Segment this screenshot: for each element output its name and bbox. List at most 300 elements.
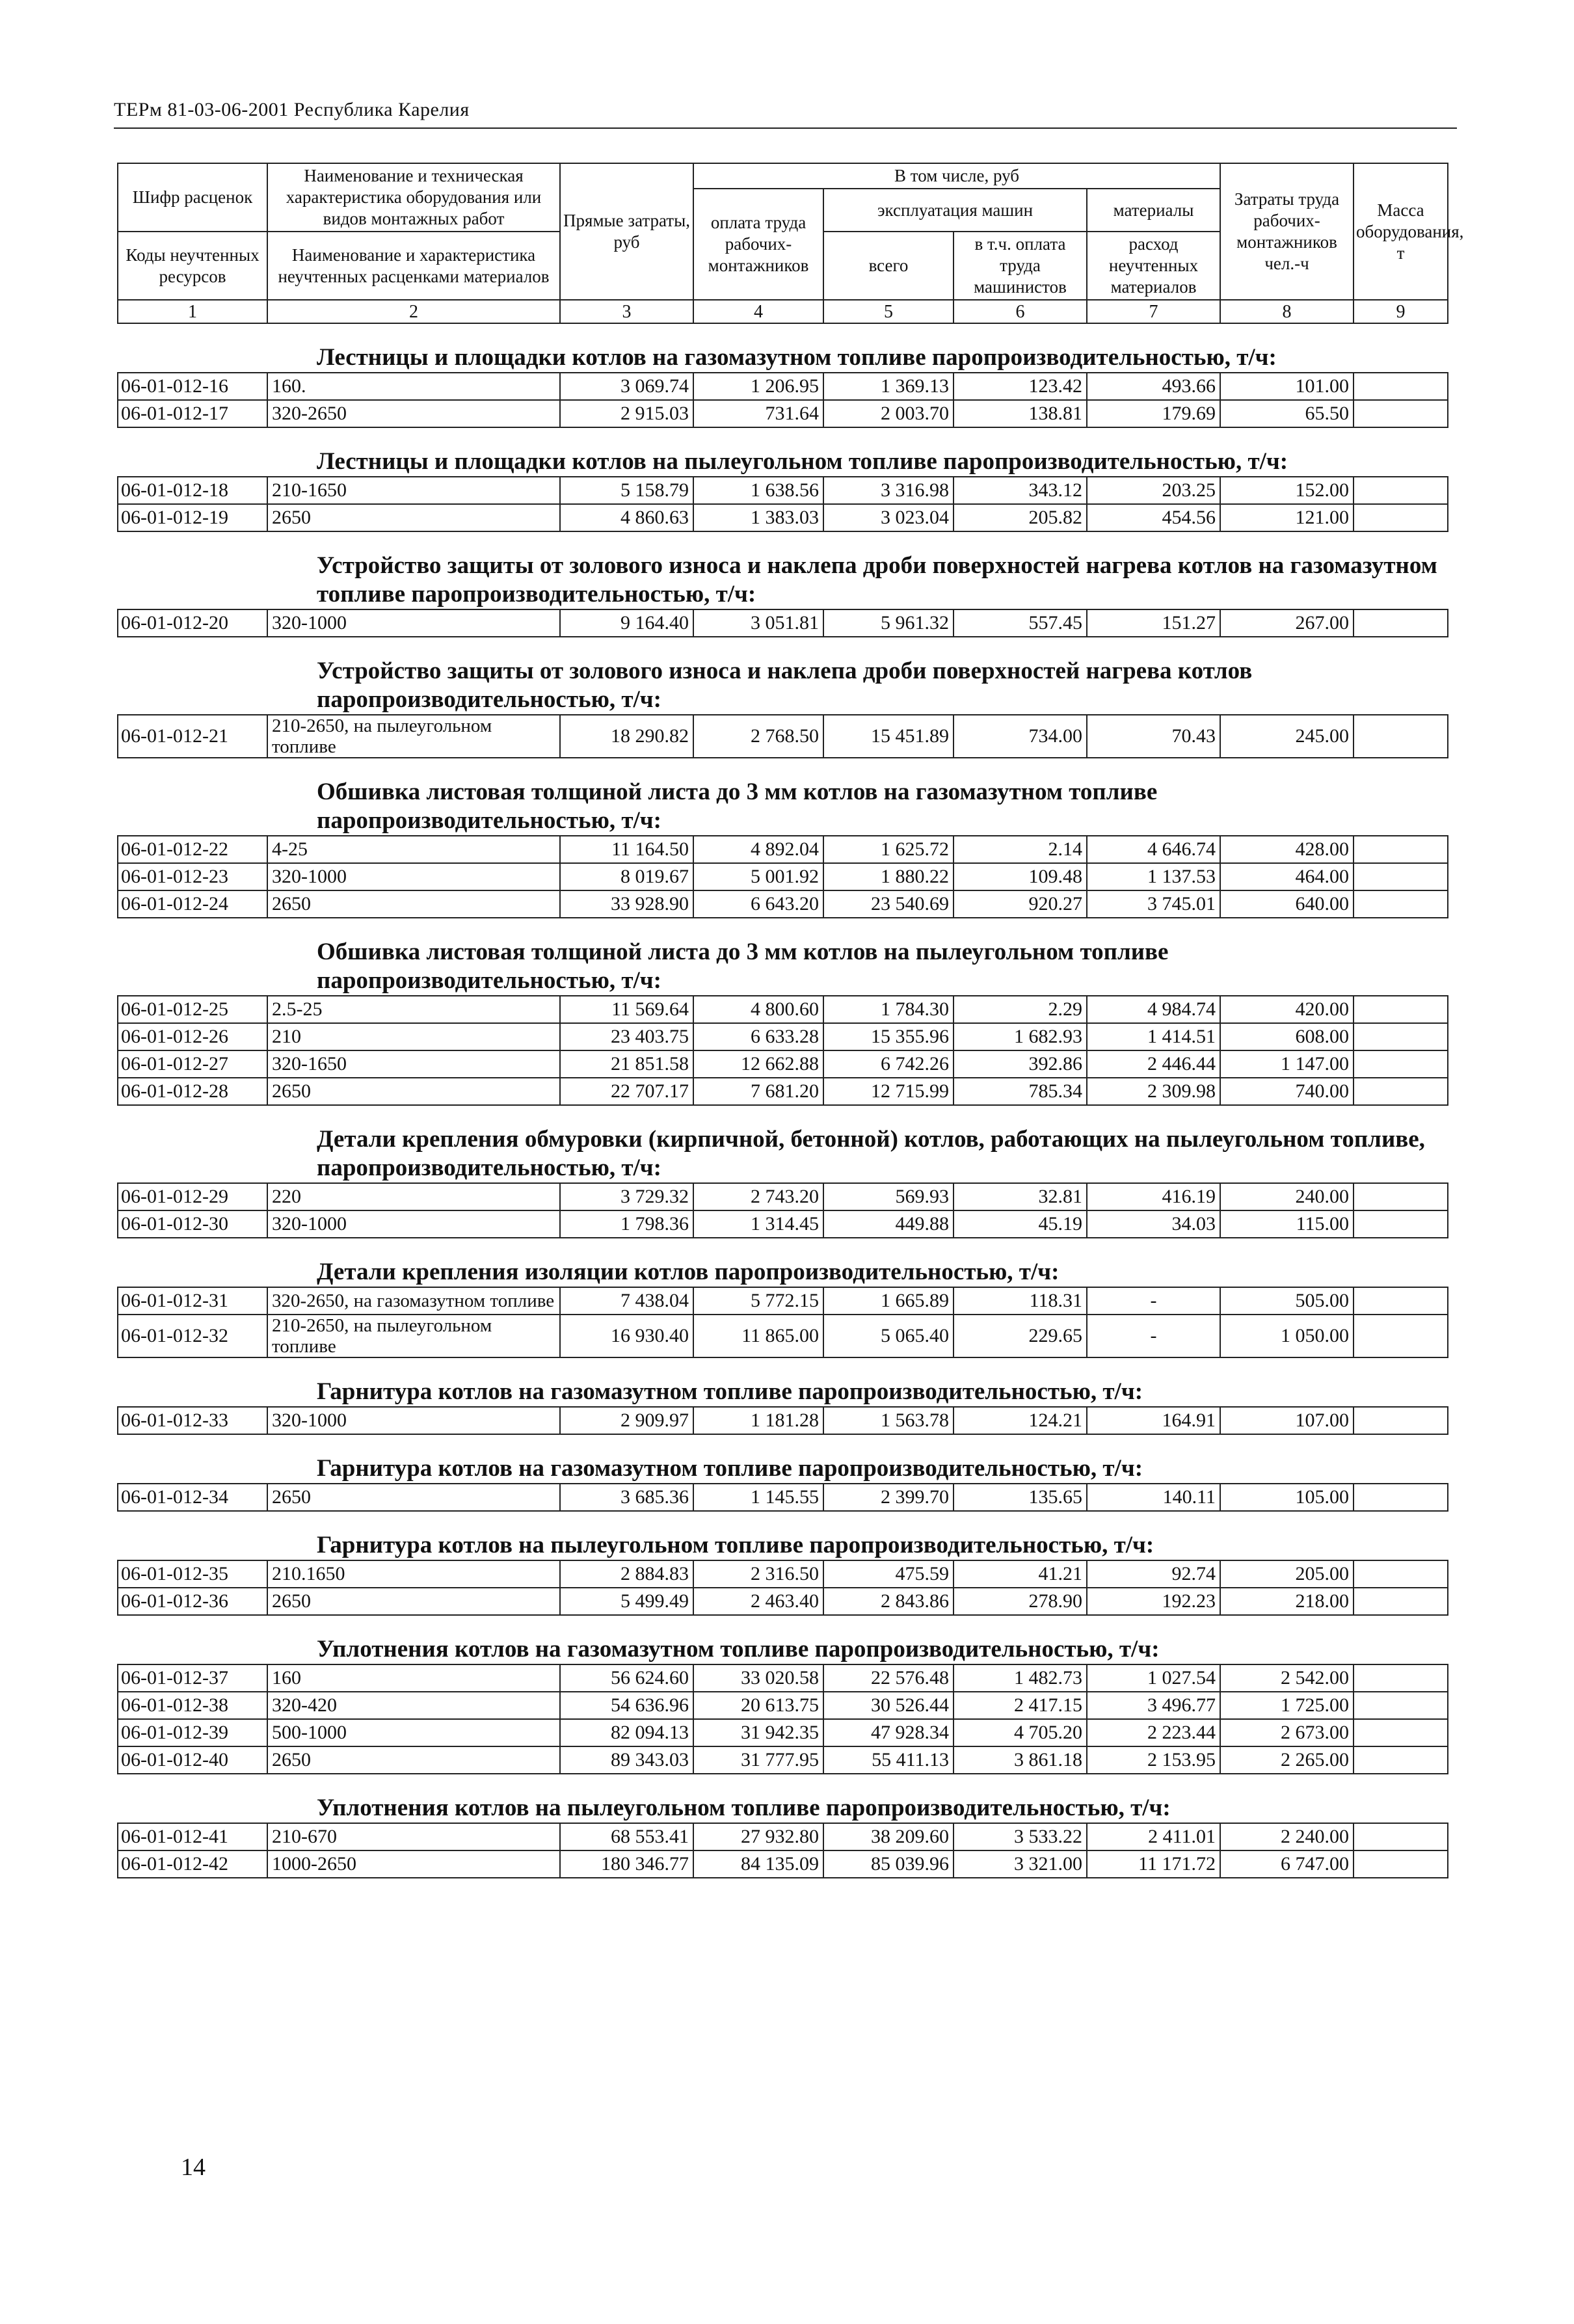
section-title: Детали крепления изоляции котлов паропроизводительностью, т/ч: [118,1238,1448,1287]
rate-description: 210-2650, на пылеугольном топливе [267,715,560,758]
section-title: Лестницы и площадки котлов на пылеугольном топливе паропроизводительностью, т/ч: [118,427,1448,477]
cell-equipment-mass [1354,1560,1448,1588]
rate-description: 1000-2650 [267,1850,560,1878]
table-row [118,1719,1448,1746]
table-row [118,863,1448,890]
cell-machines-total: 569.93 [823,1183,954,1210]
rate-description: 320-1000 [267,1210,560,1238]
cell-material-use: 493.66 [1087,373,1220,400]
cell-equipment-mass [1354,504,1448,531]
cell-machines-total: 15 451.89 [823,715,954,758]
cell-material-use: 3 745.01 [1087,890,1220,918]
table-row [118,1050,1448,1078]
rate-description: 320-2650, на газомазутном топливе [267,1287,560,1315]
cell-direct-costs: 7 438.04 [560,1287,693,1315]
cell-labor-costs: 205.00 [1220,1560,1354,1588]
rate-code: 06-01-012-20 [118,609,267,637]
table-row [118,1484,1448,1511]
cell-equipment-mass [1354,890,1448,918]
rate-code: 06-01-012-26 [118,1023,267,1050]
header-material-names: Наименование и характеристика неучтенных расценками материалов [267,232,560,300]
cell-operator-wages: 109.48 [954,863,1087,890]
cell-material-use: 1 027.54 [1087,1664,1220,1692]
table-row [118,1287,1448,1315]
cell-wages: 6 633.28 [693,1023,823,1050]
rate-code: 06-01-012-22 [118,836,267,863]
price-table-container [117,163,1464,1878]
cell-equipment-mass [1354,1692,1448,1719]
rate-description: 2.5-25 [267,996,560,1023]
cell-direct-costs: 16 930.40 [560,1315,693,1357]
rate-code: 06-01-012-28 [118,1078,267,1105]
table-row [118,1407,1448,1434]
cell-wages: 1 638.56 [693,477,823,504]
section-title-row [118,427,1448,477]
column-number: 4 [693,300,823,323]
table-body [118,323,1448,1878]
section-title-row [118,531,1448,609]
cell-direct-costs: 54 636.96 [560,1692,693,1719]
rate-code: 06-01-012-23 [118,863,267,890]
cell-equipment-mass [1354,1484,1448,1511]
cell-direct-costs: 56 624.60 [560,1664,693,1692]
section-title: Обшивка листовая толщиной листа до 3 мм котлов на газомазутном топливе паропроизводительностью, т/ч: [118,758,1448,836]
cell-operator-wages: 3 533.22 [954,1823,1087,1850]
cell-material-use: 140.11 [1087,1484,1220,1511]
cell-material-use: 203.25 [1087,477,1220,504]
cell-labor-costs: 1 147.00 [1220,1050,1354,1078]
rate-description: 320-420 [267,1692,560,1719]
cell-labor-costs: 464.00 [1220,863,1354,890]
cell-labor-costs: 105.00 [1220,1484,1354,1511]
cell-equipment-mass [1354,477,1448,504]
rate-code: 06-01-012-41 [118,1823,267,1850]
cell-equipment-mass [1354,1823,1448,1850]
cell-wages: 31 942.35 [693,1719,823,1746]
cell-machines-total: 23 540.69 [823,890,954,918]
cell-labor-costs: 240.00 [1220,1183,1354,1210]
cell-labor-costs: 2 542.00 [1220,1664,1354,1692]
cell-equipment-mass [1354,1050,1448,1078]
rate-code: 06-01-012-29 [118,1183,267,1210]
table-row [118,1315,1448,1357]
cell-equipment-mass [1354,400,1448,427]
table-row [118,373,1448,400]
section-title: Уплотнения котлов на пылеугольном топливе паропроизводительностью, т/ч: [118,1774,1448,1823]
cell-labor-costs: 2 265.00 [1220,1746,1354,1774]
table-row [118,400,1448,427]
cell-operator-wages: 41.21 [954,1560,1087,1588]
header-name: Наименование и техническая характеристика оборудования или видов монтажных работ [267,163,560,232]
section-title: Уплотнения котлов на газомазутном топливе паропроизводительностью, т/ч: [118,1615,1448,1664]
table-row [118,1850,1448,1878]
header-shifr: Шифр расценок [118,163,267,232]
cell-machines-total: 2 843.86 [823,1588,954,1615]
cell-direct-costs: 3 685.36 [560,1484,693,1511]
cell-operator-wages: 118.31 [954,1287,1087,1315]
cell-operator-wages: 124.21 [954,1407,1087,1434]
cell-direct-costs: 82 094.13 [560,1719,693,1746]
cell-labor-costs: 6 747.00 [1220,1850,1354,1878]
section-title: Устройство защиты от золового износа и наклепа дроби поверхностей нагрева котлов паропроизводительностью, т/ч: [118,637,1448,715]
cell-labor-costs: 65.50 [1220,400,1354,427]
cell-equipment-mass [1354,1210,1448,1238]
cell-operator-wages: 2 417.15 [954,1692,1087,1719]
rate-description: 320-1000 [267,863,560,890]
column-number-row [118,300,1448,323]
rate-code: 06-01-012-35 [118,1560,267,1588]
table-row [118,1823,1448,1850]
rate-description: 2650 [267,890,560,918]
cell-equipment-mass [1354,1407,1448,1434]
cell-wages: 4 800.60 [693,996,823,1023]
cell-operator-wages: 205.82 [954,504,1087,531]
cell-direct-costs: 1 798.36 [560,1210,693,1238]
rate-code: 06-01-012-33 [118,1407,267,1434]
rate-description: 210 [267,1023,560,1050]
cell-operator-wages: 734.00 [954,715,1087,758]
cell-operator-wages: 3 861.18 [954,1746,1087,1774]
cell-operator-wages: 135.65 [954,1484,1087,1511]
cell-direct-costs: 5 499.49 [560,1588,693,1615]
section-title: Гарнитура котлов на газомазутном топливе паропроизводительностью, т/ч: [118,1357,1448,1407]
table-row [118,609,1448,637]
cell-machines-total: 6 742.26 [823,1050,954,1078]
cell-labor-costs: 267.00 [1220,609,1354,637]
cell-material-use: 11 171.72 [1087,1850,1220,1878]
cell-labor-costs: 740.00 [1220,1078,1354,1105]
rate-code: 06-01-012-21 [118,715,267,758]
cell-labor-costs: 121.00 [1220,504,1354,531]
rate-description: 500-1000 [267,1719,560,1746]
cell-operator-wages: 785.34 [954,1078,1087,1105]
table-row [118,890,1448,918]
rate-description: 2650 [267,1078,560,1105]
cell-machines-total: 55 411.13 [823,1746,954,1774]
cell-material-use: 164.91 [1087,1407,1220,1434]
cell-labor-costs: 428.00 [1220,836,1354,863]
rate-description: 320-1000 [267,1407,560,1434]
cell-direct-costs: 23 403.75 [560,1023,693,1050]
column-number: 8 [1220,300,1354,323]
table-row [118,1692,1448,1719]
cell-machines-total: 475.59 [823,1560,954,1588]
cell-direct-costs: 2 884.83 [560,1560,693,1588]
cell-equipment-mass [1354,1078,1448,1105]
cell-machines-total: 85 039.96 [823,1850,954,1878]
cell-operator-wages: 2.14 [954,836,1087,863]
cell-operator-wages: 123.42 [954,373,1087,400]
cell-equipment-mass [1354,373,1448,400]
section-title-row [118,1434,1448,1484]
section-title-row [118,1615,1448,1664]
section-title-row [118,323,1448,373]
price-table [117,163,1464,1878]
cell-equipment-mass [1354,863,1448,890]
rate-description: 210-2650, на пылеугольном топливе [267,1315,560,1357]
cell-operator-wages: 229.65 [954,1315,1087,1357]
section-title-row [118,1774,1448,1823]
cell-labor-costs: 1 725.00 [1220,1692,1354,1719]
cell-direct-costs: 33 928.90 [560,890,693,918]
cell-labor-costs: 115.00 [1220,1210,1354,1238]
cell-operator-wages: 45.19 [954,1210,1087,1238]
cell-wages: 31 777.95 [693,1746,823,1774]
rate-description: 320-2650 [267,400,560,427]
column-number: 2 [267,300,560,323]
table-row [118,504,1448,531]
cell-machines-total: 1 784.30 [823,996,954,1023]
rate-description: 210.1650 [267,1560,560,1588]
rate-description: 220 [267,1183,560,1210]
cell-wages: 27 932.80 [693,1823,823,1850]
cell-direct-costs: 68 553.41 [560,1823,693,1850]
rate-code: 06-01-012-16 [118,373,267,400]
cell-labor-costs: 505.00 [1220,1287,1354,1315]
cell-direct-costs: 180 346.77 [560,1850,693,1878]
cell-machines-total: 1 563.78 [823,1407,954,1434]
cell-material-use: 4 984.74 [1087,996,1220,1023]
cell-wages: 3 051.81 [693,609,823,637]
cell-operator-wages: 138.81 [954,400,1087,427]
cell-equipment-mass [1354,1183,1448,1210]
cell-wages: 2 316.50 [693,1560,823,1588]
cell-direct-costs: 4 860.63 [560,504,693,531]
rate-code: 06-01-012-19 [118,504,267,531]
rate-code: 06-01-012-32 [118,1315,267,1357]
cell-direct-costs: 2 909.97 [560,1407,693,1434]
cell-machines-total: 38 209.60 [823,1823,954,1850]
cell-material-use: 92.74 [1087,1560,1220,1588]
cell-wages: 84 135.09 [693,1850,823,1878]
cell-material-use: 151.27 [1087,609,1220,637]
cell-material-use: 454.56 [1087,504,1220,531]
cell-material-use: 34.03 [1087,1210,1220,1238]
section-title-row [118,758,1448,836]
column-number: 1 [118,300,267,323]
rate-code: 06-01-012-18 [118,477,267,504]
cell-equipment-mass [1354,836,1448,863]
table-row [118,715,1448,758]
cell-operator-wages: 343.12 [954,477,1087,504]
cell-operator-wages: 557.45 [954,609,1087,637]
table-row [118,1588,1448,1615]
cell-material-use: - [1087,1315,1220,1357]
cell-machines-total: 1 880.22 [823,863,954,890]
table-row [118,1664,1448,1692]
cell-direct-costs: 11 569.64 [560,996,693,1023]
header-resource-codes: Коды неучтенных ресурсов [118,232,267,300]
cell-wages: 5 001.92 [693,863,823,890]
rate-code: 06-01-012-17 [118,400,267,427]
header-wages: оплата труда рабочих-монтажников [693,189,823,300]
cell-operator-wages: 2.29 [954,996,1087,1023]
rate-code: 06-01-012-31 [118,1287,267,1315]
page-number: 14 [181,2154,206,2181]
cell-labor-costs: 640.00 [1220,890,1354,918]
cell-equipment-mass [1354,715,1448,758]
cell-operator-wages: 920.27 [954,890,1087,918]
cell-operator-wages: 3 321.00 [954,1850,1087,1878]
cell-wages: 12 662.88 [693,1050,823,1078]
rate-description: 4-25 [267,836,560,863]
cell-machines-total: 1 665.89 [823,1287,954,1315]
cell-machines-total: 22 576.48 [823,1664,954,1692]
cell-direct-costs: 11 164.50 [560,836,693,863]
cell-material-use: 2 411.01 [1087,1823,1220,1850]
section-title-row [118,637,1448,715]
cell-operator-wages: 1 482.73 [954,1664,1087,1692]
cell-machines-total: 1 625.72 [823,836,954,863]
cell-direct-costs: 22 707.17 [560,1078,693,1105]
cell-wages: 1 314.45 [693,1210,823,1238]
rate-description: 210-670 [267,1823,560,1850]
header-equipment-mass: Масса оборудования, т [1354,163,1448,300]
rate-description: 2650 [267,504,560,531]
cell-labor-costs: 2 673.00 [1220,1719,1354,1746]
cell-wages: 731.64 [693,400,823,427]
cell-direct-costs: 18 290.82 [560,715,693,758]
cell-material-use: 3 496.77 [1087,1692,1220,1719]
rate-code: 06-01-012-30 [118,1210,267,1238]
cell-machines-total: 47 928.34 [823,1719,954,1746]
table-row [118,836,1448,863]
column-number: 5 [823,300,954,323]
rate-description: 2650 [267,1588,560,1615]
cell-labor-costs: 420.00 [1220,996,1354,1023]
cell-wages: 2 743.20 [693,1183,823,1210]
cell-wages: 2 768.50 [693,715,823,758]
cell-material-use: 2 223.44 [1087,1719,1220,1746]
section-title: Лестницы и площадки котлов на газомазутном топливе паропроизводительностью, т/ч: [118,323,1448,373]
cell-direct-costs: 21 851.58 [560,1050,693,1078]
header-rule [114,127,1457,129]
cell-machines-total: 15 355.96 [823,1023,954,1050]
cell-equipment-mass [1354,1287,1448,1315]
cell-wages: 2 463.40 [693,1588,823,1615]
cell-labor-costs: 1 050.00 [1220,1315,1354,1357]
cell-equipment-mass [1354,996,1448,1023]
cell-equipment-mass [1354,1023,1448,1050]
cell-equipment-mass [1354,1588,1448,1615]
cell-wages: 33 020.58 [693,1664,823,1692]
rate-description: 160 [267,1664,560,1692]
cell-wages: 11 865.00 [693,1315,823,1357]
table-row [118,1078,1448,1105]
cell-material-use: - [1087,1287,1220,1315]
table-header [118,163,1464,323]
cell-wages: 1 181.28 [693,1407,823,1434]
cell-direct-costs: 2 915.03 [560,400,693,427]
rate-description: 2650 [267,1746,560,1774]
section-title: Устройство защиты от золового износа и наклепа дроби поверхностей нагрева котлов на газомазутном топливе паропроизводительностью, т/ч: [118,531,1448,609]
cell-material-use: 2 446.44 [1087,1050,1220,1078]
column-number: 6 [954,300,1087,323]
section-title-row [118,1357,1448,1407]
cell-material-use: 179.69 [1087,400,1220,427]
cell-material-use: 4 646.74 [1087,836,1220,863]
running-header: ТЕРм 81-03-06-2001 Республика Карелия [114,99,470,120]
cell-material-use: 1 137.53 [1087,863,1220,890]
column-number: 9 [1354,300,1448,323]
cell-machines-total: 2 003.70 [823,400,954,427]
section-title-row [118,918,1448,996]
rate-description: 210-1650 [267,477,560,504]
cell-wages: 20 613.75 [693,1692,823,1719]
rate-code: 06-01-012-42 [118,1850,267,1878]
cell-direct-costs: 3 729.32 [560,1183,693,1210]
cell-machines-total: 3 023.04 [823,504,954,531]
cell-direct-costs: 5 158.79 [560,477,693,504]
cell-wages: 5 772.15 [693,1287,823,1315]
cell-equipment-mass [1354,1664,1448,1692]
rate-description: 160. [267,373,560,400]
rate-code: 06-01-012-36 [118,1588,267,1615]
cell-operator-wages: 392.86 [954,1050,1087,1078]
rate-code: 06-01-012-40 [118,1746,267,1774]
cell-operator-wages: 32.81 [954,1183,1087,1210]
cell-material-use: 70.43 [1087,715,1220,758]
cell-equipment-mass [1354,609,1448,637]
cell-equipment-mass [1354,1746,1448,1774]
header-including: В том числе, руб [693,163,1220,189]
column-number: 7 [1087,300,1220,323]
section-title-row [118,1238,1448,1287]
cell-labor-costs: 2 240.00 [1220,1823,1354,1850]
cell-material-use: 2 153.95 [1087,1746,1220,1774]
cell-wages: 6 643.20 [693,890,823,918]
cell-material-use: 1 414.51 [1087,1023,1220,1050]
cell-machines-total: 449.88 [823,1210,954,1238]
header-machine-operation: эксплуатация машин [823,189,1087,232]
cell-material-use: 192.23 [1087,1588,1220,1615]
cell-labor-costs: 152.00 [1220,477,1354,504]
cell-machines-total: 2 399.70 [823,1484,954,1511]
cell-direct-costs: 9 164.40 [560,609,693,637]
cell-direct-costs: 8 019.67 [560,863,693,890]
cell-machines-total: 5 961.32 [823,609,954,637]
rate-code: 06-01-012-37 [118,1664,267,1692]
cell-labor-costs: 101.00 [1220,373,1354,400]
header-machines-total: всего [823,232,954,300]
table-row [118,477,1448,504]
rate-code: 06-01-012-25 [118,996,267,1023]
section-title: Детали крепления обмуровки (кирпичной, бетонной) котлов, работающих на пылеугольном топливе, паропроизводительностью, т/ч: [118,1105,1448,1183]
cell-machines-total: 5 065.40 [823,1315,954,1357]
cell-machines-total: 12 715.99 [823,1078,954,1105]
table-row [118,1746,1448,1774]
cell-machines-total: 1 369.13 [823,373,954,400]
cell-labor-costs: 218.00 [1220,1588,1354,1615]
rate-description: 2650 [267,1484,560,1511]
table-row [118,1183,1448,1210]
cell-material-use: 2 309.98 [1087,1078,1220,1105]
cell-equipment-mass [1354,1850,1448,1878]
section-title-row [118,1105,1448,1183]
cell-labor-costs: 608.00 [1220,1023,1354,1050]
header-labor-costs: Затраты труда рабочих-монтажников чел.-ч [1220,163,1354,300]
cell-wages: 1 206.95 [693,373,823,400]
rate-description: 320-1650 [267,1050,560,1078]
header-material-use: расход неучтенных материалов [1087,232,1220,300]
cell-equipment-mass [1354,1719,1448,1746]
cell-material-use: 416.19 [1087,1183,1220,1210]
header-operator-wages: в т.ч. оплата труда машинистов [954,232,1087,300]
cell-machines-total: 3 316.98 [823,477,954,504]
table-row [118,1560,1448,1588]
table-row [118,1210,1448,1238]
cell-equipment-mass [1354,1315,1448,1357]
